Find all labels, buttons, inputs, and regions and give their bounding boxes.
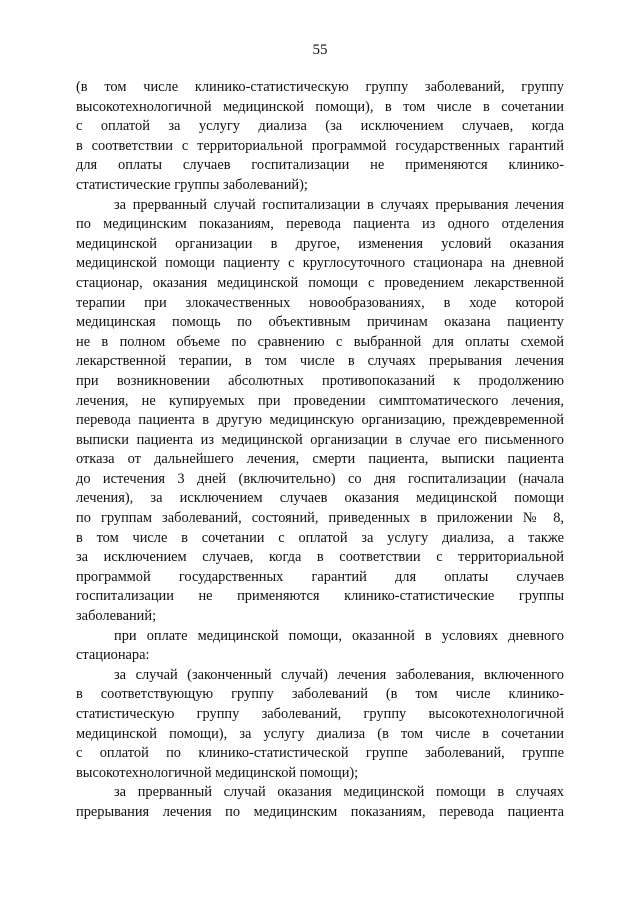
text-line: до истечения 3 дней (включительно) со дня госпитализации (начала [76, 470, 564, 487]
text-line: за прерванный случай оказания медицинской помощи в случаях [114, 784, 564, 801]
text-line: заболеваний; [76, 608, 157, 625]
text-line: в соответствующую группу заболеваний (в том числе клинико- [76, 686, 564, 703]
text-line: в соответствии с территориальной программой государственных гарантий [76, 137, 564, 154]
text-line: статистические группы заболеваний); [76, 176, 308, 193]
text-line: при оплате медицинской помощи, оказанной в условиях дневного [114, 627, 564, 644]
text-line: медицинской организации в другое, изменения условий оказания [76, 235, 564, 252]
text-line: для оплаты случаев госпитализации не применяются клинико- [76, 157, 564, 174]
text-line: по группам заболеваний, состояний, приведенных в приложении № 8, [76, 510, 564, 527]
text-line: с оплатой по клинико-статистической группе заболеваний, группе [76, 745, 564, 762]
text-line: с оплатой за услугу диализа (за исключением случаев, когда [76, 118, 564, 135]
text-line: стационара: [76, 647, 150, 664]
text-line: не в полном объеме по сравнению с выбранной для оплаты схемой [76, 333, 564, 350]
text-line: терапии при злокачественных новообразованиях, в ходе которой [76, 294, 564, 311]
text-line: выписки пациента из медицинской организации в случае его письменного [76, 431, 564, 448]
text-line: лекарственной терапии, в том числе в случаях прерывания лечения [76, 353, 564, 370]
text-line: статистическую группу заболеваний, группу высокотехнологичной [76, 706, 564, 722]
text-line: высокотехнологичной медицинской помощи), в том числе в сочетании [76, 98, 564, 115]
text-line: стационар, оказания медицинской помощи с проведением лекарственной [76, 274, 564, 291]
text-line: госпитализации не применяются клинико-статистические группы [76, 588, 564, 605]
text-line: (в том числе клинико-статистическую группу заболеваний, группу [76, 79, 564, 95]
text-line: медицинской помощи), за услугу диализа (в том числе в сочетании [76, 725, 564, 742]
page-number: 55 [312, 42, 328, 58]
text-line: при возникновении абсолютных противопоказаний к продолжению [76, 372, 564, 389]
text-line: за исключением случаев, когда в соответствии с территориальной [76, 549, 564, 566]
text-line: за прерванный случай госпитализации в случаях прерывания лечения [114, 196, 564, 213]
text-line: высокотехнологичной медицинской помощи); [76, 764, 359, 781]
text-line: за случай (законченный случай) лечения заболевания, включенного [114, 666, 564, 683]
text-line: лечения), за исключением случаев оказания медицинской помощи [76, 490, 564, 507]
text-line: отказа от дальнейшего лечения, смерти пациента, выписки пациента [76, 451, 564, 468]
text-line: в том числе в сочетании с оплатой за услугу диализа, а также [76, 529, 564, 546]
text-line: медицинской помощи пациенту с круглосуточного стационара на дневной [76, 255, 564, 272]
text-line: перевода пациента в другую медицинскую организацию, преждевременной [76, 412, 564, 429]
text-line: по медицинским показаниям, перевода пациента из одного отделения [76, 216, 564, 233]
text-line: медицинская помощь по объективным причинам оказана пациенту [76, 314, 564, 331]
body-text [76, 78, 564, 823]
text-line: прерывания лечения по медицинским показаниям, перевода пациента [76, 803, 564, 820]
text-line: программой государственных гарантий для оплаты случаев [76, 568, 564, 585]
text-line: лечения, не купируемых при проведении симптоматического лечения, [76, 392, 564, 409]
